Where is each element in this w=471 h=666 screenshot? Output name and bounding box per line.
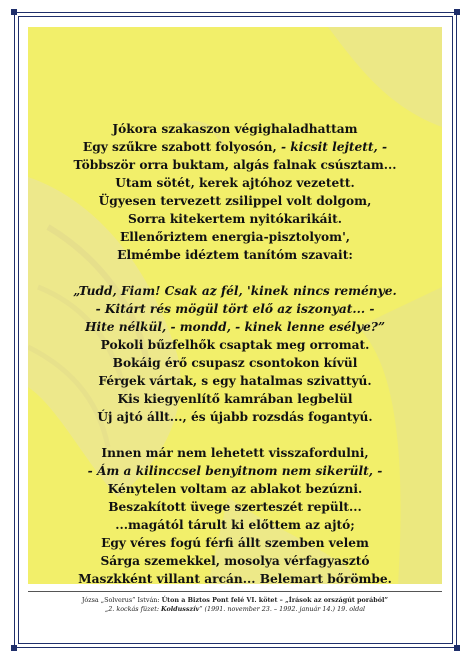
footer-book-title: Úton a Biztos Pont felé VI. kötet – „Írások az országút porából”: [161, 596, 389, 604]
poem-stanza-2: [28, 282, 442, 426]
footer-booklet-title: Koldusszív: [161, 605, 200, 613]
poem-line: - Kitárt rés mögül tört elő az iszonyat... -: [95, 302, 375, 316]
poem-text: [28, 120, 442, 606]
poem-line: Kis kiegyenlítő kamrában legbelül: [117, 392, 353, 406]
poem-line: Ügyesen tervezett zsilippel volt dolgom,: [98, 194, 372, 208]
poem-line: Ellenőriztem energia-pisztolyom',: [119, 230, 351, 244]
border-corner-ornament: [11, 645, 17, 651]
poem-line: Egy szűkre szabott folyosón, - kicsit lejtett, -: [82, 140, 388, 154]
border-corner-ornament: [454, 645, 460, 651]
poem-line: Férgek vártak, s egy hatalmas szivattyú.: [98, 374, 372, 388]
poem-line: ...magától tárult ki előttem az ajtó;: [115, 518, 355, 532]
border-corner-ornament: [11, 9, 17, 15]
poem-line: Jókora szakaszon végighaladhattam: [112, 122, 358, 136]
poem-line: Pokoli bűzfelhők csaptak meg orromat.: [100, 338, 370, 352]
footer-author: Józsa „Solverus” István:: [81, 596, 160, 604]
poem-line: „Tudd, Fiam! Csak az fél, 'kinek nincs reménye.: [73, 284, 397, 298]
poem-line: Sorra kitekertem nyitókarikáit.: [127, 212, 343, 226]
poem-line: Utam sötét, kerek ajtóhoz vezetett.: [115, 176, 355, 190]
page-footer: [28, 596, 442, 614]
footer-dates: ” (1991. november 23. – 1992. január 14.) 19. oldal: [199, 605, 366, 613]
footer-line-1: [28, 596, 442, 605]
poem-line: Innen már nem lehetett visszafordulni,: [101, 446, 369, 460]
poem-line: Bokáig érő csupasz csontokon kívül: [112, 356, 358, 370]
footer-divider: [28, 591, 442, 592]
poem-line: Beszakított üvege szerteszét repült...: [108, 500, 362, 514]
border-corner-ornament: [454, 9, 460, 15]
poem-line: Kénytelen voltam az ablakot bezúzni.: [107, 482, 363, 496]
poem-line: Hite nélkül, - mondd, - kinek lenne esélye?”: [85, 320, 385, 334]
poem-stanza-3: [28, 444, 442, 588]
footer-line-2: [28, 605, 442, 614]
footer-notebook: „2. kockás füzet:: [104, 605, 159, 613]
poem-line: Egy véres fogú férfi állt szemben velem: [101, 536, 369, 550]
poem-line: Sárga szemekkel, mosolya vérfagyasztó: [100, 554, 370, 568]
poem-stanza-1: [28, 120, 442, 264]
poem-line: Maszkként villant arcán... Belemart bőrömbe.: [78, 572, 392, 586]
poem-line: Többször orra buktam, algás falnak csúsztam...: [73, 158, 397, 172]
poem-line: Elmémbe idéztem tanítóm szavait:: [117, 248, 353, 262]
poem-line: - Ám a kilinccsel benyitnom nem sikerült, -: [87, 464, 383, 478]
poem-line: Új ajtó állt..., és újabb rozsdás fogantyú.: [97, 410, 373, 424]
